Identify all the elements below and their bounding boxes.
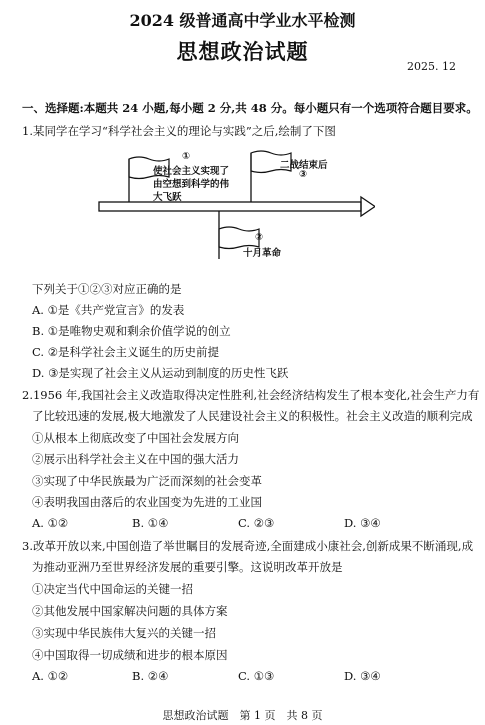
q1-stem: 1.某同学在学习“科学社会主义的理论与实践”之后,绘制了下图 [22,124,336,138]
q2-choice-a: A. ①② [32,516,69,530]
exam-header-line: 2024 级普通高中学业水平检测 [129,11,356,30]
q1-option-b: B. ①是唯物史观和剩余价值学说的创立 [32,324,231,338]
flag2-number: ③ [299,169,308,180]
flag1-number: ① [182,151,191,162]
flag3-label: 十月革命 [243,248,282,259]
q1-option-a: A. ①是《共产党宣言》的发表 [32,303,185,317]
q2-choice-d: D. ③④ [344,516,381,530]
page-footer: 思想政治试题 第 1 页 共 8 页 [162,709,323,722]
exam-title: 思想政治试题 [176,39,309,64]
flag1-line1: 使社会主义实现了 [153,166,230,177]
q2-stem-line2: 了比较迅速的发展,极大地激发了人民建设社会主义的积极性。社会主义改造的顺利完成 [32,409,473,423]
exam-date: 2025. 12 [407,60,456,73]
q3-stem-line2: 为推动亚洲乃至世界经济发展的重要引擎。这说明改革开放是 [32,560,343,574]
q3-choice-c: C. ①③ [238,669,275,683]
q1-option-c: C. ②是科学社会主义诞生的历史前提 [32,345,220,359]
q2-item-3: ③实现了中华民族最为广泛而深刻的社会变革 [32,474,262,488]
q2-choice-c: C. ②③ [238,516,275,530]
section-heading: 一、选择题:本题共 24 小题,每小题 2 分,共 48 分。每小题只有一个选项符合题目要求。 [22,101,478,115]
timeline-figure [95,147,375,262]
q1-prompt: 下列关于①②③对应正确的是 [32,282,182,296]
q3-choice-a: A. ①② [32,669,69,683]
timeline-arrowhead [361,197,375,216]
q3-item-4: ④中国取得一切成绩和进步的根本原因 [32,648,228,662]
flag3-number: ② [255,232,264,243]
q2-item-2: ②展示出科学社会主义在中国的强大活力 [32,452,239,466]
q3-choice-b: B. ②④ [132,669,169,683]
q2-choice-b: B. ①④ [132,516,169,530]
q3-choice-d: D. ③④ [344,669,381,683]
q3-stem-line1: 3.改革开放以来,中国创造了举世瞩目的发展奇迹,全面建成小康社会,创新成果不断涌现,成 [22,539,474,553]
flag2-label: 二战结束后 [280,160,328,171]
q1-diagram [95,147,375,262]
q3-item-2: ②其他发展中国家解决问题的具体方案 [32,604,228,618]
q2-item-1: ①从根本上彻底改变了中国社会发展方向 [32,431,239,445]
flag1-line3: 大飞跃 [153,192,182,203]
q2-stem-line1: 2.1956 年,我国社会主义改造取得决定性胜利,社会经济结构发生了根本变化,社会生产力有 [22,388,480,402]
q1-option-d: D. ③是实现了社会主义从运动到制度的历史性飞跃 [32,366,289,380]
q3-item-1: ①决定当代中国命运的关键一招 [32,582,193,596]
timeline-bar [99,202,361,211]
flag1-line2: 由空想到科学的伟 [153,179,230,190]
q3-item-3: ③实现中华民族伟大复兴的关键一招 [32,626,216,640]
q2-item-4: ④表明我国由落后的农业国变为先进的工业国 [32,495,262,509]
